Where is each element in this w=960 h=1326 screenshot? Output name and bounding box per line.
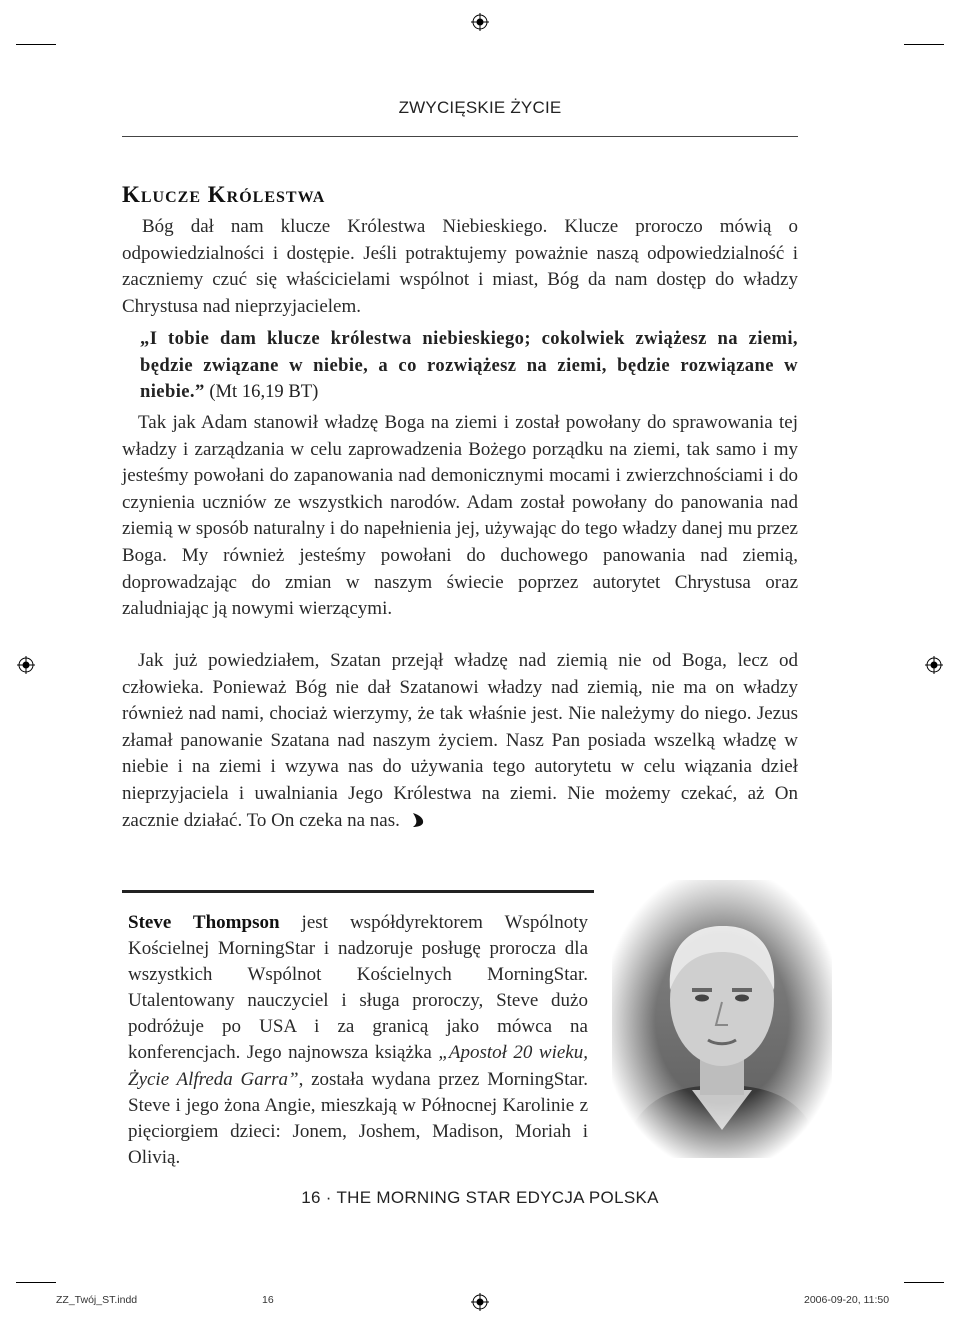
registration-mark-icon [17, 656, 35, 674]
slug-datetime: 2006-09-20, 11:50 [804, 1294, 890, 1306]
scripture-quote [140, 326, 798, 406]
paragraph-satan [122, 648, 798, 834]
crop-mark [16, 1282, 56, 1283]
page-footer: 16 · THE MORNING STAR EDYCJA POLSKA [301, 1188, 659, 1207]
registration-mark-icon [471, 1293, 489, 1311]
bio-rule [122, 890, 594, 893]
book-title: „Apostoł 20 wieku, Życie Alfreda Garra” [128, 1042, 588, 1090]
author-photo [612, 880, 832, 1158]
end-of-article-icon [411, 812, 425, 828]
author-bio [128, 910, 588, 1171]
crop-mark [904, 1282, 944, 1283]
paragraph-intro-lead: Bóg dał nam klucze Królestwa Niebieskiego. Klucze proroczo mówią o odpowiedzialności i dostępie. [122, 216, 798, 264]
scripture-quote-text: „I tobie dam klucze królestwa niebieskiego; cokolwiek zwiążesz na ziemi, będzie związane w niebie, a co rozwiążesz na ziemi, będzie rozwiązane w niebie.” [140, 328, 798, 403]
slug-file: ZZ_Twój_ST.indd [56, 1294, 138, 1306]
paragraph-adam: Tak jak Adam stanowił władzę Boga na ziemi i został powołany do sprawowania tej władzy i zarządzania w celu zaprowadzenia Bożego porządku na ziemi, tak samo i my jesteśmy powołani do zapanowania nad demonicznymi mocami i zwierzchnościami i do czynienia uczniów ze wszystkich narodów. Adam został powołany do panowania nad ziemią w sposób naturalny i do napełnienia jej, używając do tego władzy danej mu przez Boga. My również jesteśmy powołani do duchowego panowania nad ziemią, doprowadzając do zmian w naszym świecie poprzez autorytet Chrystusa oraz zaludniając ją nowymi wierzącymi. [122, 412, 798, 620]
author-bio-text: jest współdyrektorem Wspólnoty Kościelnej MorningStar i nadzoruje posługę prorocza dla wszystkich Wspólnot Kościelnych MorningStar. Utalentowany nauczyciel i sługa proroczy, Steve dużo podróżuje po USA i za granicą jako mówca na konferencjach. Jego najnowsza książka [128, 912, 588, 1064]
paragraph-intro-rest: Jeśli potraktujemy poważnie naszą odpowiedzialność i zaczniemy czuć się właścicielami wspólnot i miast, Bóg da nam dostęp do władzy Chrystusa nad nieprzyjacielem. [122, 242, 799, 317]
crop-mark [16, 44, 56, 45]
scripture-reference: (Mt 16,19 BT) [209, 381, 319, 403]
section-title: Klucze Królestwa [122, 182, 326, 207]
running-head: ZWYCIĘSKIE ŻYCIE [398, 98, 562, 117]
header-rule [122, 136, 798, 137]
paragraph-satan-text: Jak już powiedziałem, Szatan przejął władzę nad ziemią nie od Boga, lecz od człowieka. Ponieważ Bóg nie dał Szatanowi władzy nad ziemią, nie ma on władzy również nad nami, chociaż wierzymy, że tak właśnie jest. Nie należymy do niego. Jezus złamał panowanie Szatana nad naszym życiem. Nasz Pan posiada wszelką władzę w niebie i na ziemi i wzywa nas do używania tego autorytetu w celu wiązania dzieł nieprzyjaciela i uwalniania Jego Królestwa na ziemi. Nie możemy czekać, aż On zacznie działać. To On czeka na nas. [122, 650, 798, 831]
registration-mark-icon [471, 13, 489, 31]
author-bio-text-end: , została wydana przez MorningStar. Steve i jego żona Angie, mieszkają w Północnej Karolinie z pięciorgiem dzieci: Jonem, Joshem, Madison, Moriah i Olivią. [128, 1068, 588, 1168]
slug-page: 16 [262, 1294, 274, 1306]
crop-mark [904, 44, 944, 45]
registration-mark-icon [925, 656, 943, 674]
paragraph-intro [122, 214, 798, 320]
author-name: Steve Thompson [128, 912, 280, 933]
